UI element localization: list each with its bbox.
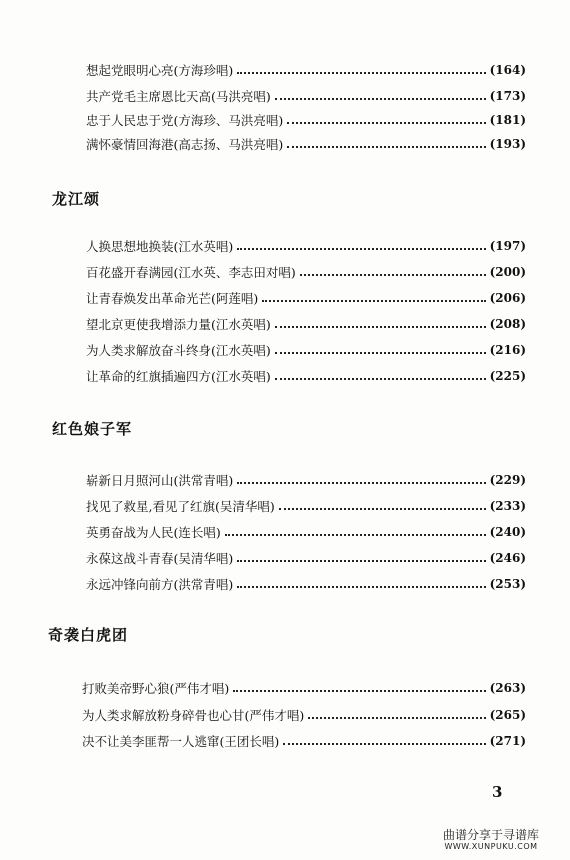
- dot-leader: [287, 146, 485, 148]
- section-heading: 奇袭白虎团: [48, 626, 129, 644]
- dot-leader: [237, 560, 485, 562]
- entry-title: 打败美帝野心狼(严伟才唱): [82, 681, 230, 696]
- toc-entry: [86, 86, 526, 106]
- watermark-text: 曲谱分享于寻谱库: [442, 828, 539, 842]
- entry-title: 想起党眼明心亮(方海珍唱): [86, 63, 234, 78]
- entry-title: 为人类求解放奋斗终身(江水英唱): [86, 343, 271, 358]
- toc-entry: [86, 548, 526, 568]
- entry-title: 让青春焕发出革命光芒(阿莲唱): [86, 291, 259, 306]
- entry-page: (197): [489, 239, 526, 253]
- dot-leader: [262, 300, 485, 302]
- toc-entry: [82, 705, 526, 725]
- entry-page: (271): [489, 734, 526, 748]
- entry-title: 共产党毛主席恩比天高(马洪亮唱): [86, 89, 271, 104]
- toc-entry: [86, 340, 526, 360]
- entry-page: (173): [489, 89, 526, 103]
- entry-page: (225): [489, 369, 526, 383]
- dot-leader: [237, 248, 485, 250]
- toc-entry: [86, 366, 526, 386]
- dot-leader: [225, 534, 486, 536]
- entry-title: 百花盛开春满园(江水英、李志田对唱): [86, 265, 296, 280]
- toc-entry: [86, 574, 526, 594]
- entry-title: 决不让美李匪帮一人逃窜(王团长唱): [82, 734, 280, 749]
- dot-leader: [308, 717, 485, 719]
- toc-entry: [86, 496, 526, 516]
- toc-entry: [86, 288, 526, 308]
- entry-page: (246): [489, 551, 526, 565]
- entry-page: (208): [489, 317, 526, 331]
- dot-leader: [279, 508, 486, 510]
- toc-entry: [82, 731, 526, 751]
- dot-leader: [237, 482, 485, 484]
- dot-leader: [275, 98, 486, 100]
- entry-page: (253): [489, 577, 526, 591]
- dot-leader: [275, 378, 486, 380]
- entry-title: 忠于人民忠于党(方海珍、马洪亮唱): [86, 113, 284, 128]
- entry-title: 满怀豪情回海港(高志扬、马洪亮唱): [86, 137, 284, 152]
- entry-title: 永远冲锋向前方(洪常青唱): [86, 577, 234, 592]
- toc-entry: [86, 60, 526, 80]
- dot-leader: [283, 743, 485, 745]
- toc-entry: [86, 314, 526, 334]
- dot-leader: [237, 72, 485, 74]
- entry-title: 人换思想地换装(江水英唱): [86, 239, 234, 254]
- watermark-url: WWW.XUNPUKU.COM: [444, 842, 538, 851]
- watermark: [418, 828, 564, 852]
- entry-page: (206): [489, 291, 526, 305]
- dot-leader: [287, 122, 485, 124]
- toc-entry: [86, 134, 526, 154]
- entry-title: 英勇奋战为人民(连长唱): [86, 525, 221, 540]
- toc-entry: [86, 262, 526, 282]
- dot-leader: [233, 690, 485, 692]
- toc-entry: [82, 678, 526, 698]
- entry-title: 永葆这战斗青春(吴清华唱): [86, 551, 234, 566]
- entry-page: (193): [489, 137, 526, 151]
- entry-title: 找见了救星,看见了红旗(吴清华唱): [86, 499, 275, 514]
- entry-title: 望北京更使我增添力量(江水英唱): [86, 317, 271, 332]
- entry-page: (164): [489, 63, 526, 77]
- entry-page: (263): [489, 681, 526, 695]
- entry-title: 崭新日月照河山(洪常青唱): [86, 473, 234, 488]
- entry-title: 为人类求解放粉身碎骨也心甘(严伟才唱): [82, 708, 305, 723]
- dot-leader: [275, 326, 486, 328]
- entry-title: 让革命的红旗插遍四方(江水英唱): [86, 369, 271, 384]
- entry-page: (265): [489, 708, 526, 722]
- entry-page: (200): [489, 265, 526, 279]
- entry-page: (233): [489, 499, 526, 513]
- section-heading: 龙江颂: [52, 190, 101, 208]
- entry-page: (229): [489, 473, 526, 487]
- section-heading: 红色娘子军: [52, 420, 133, 438]
- entry-page: (216): [489, 343, 526, 357]
- toc-entry: [86, 110, 526, 130]
- dot-leader: [237, 586, 485, 588]
- page-number: 3: [492, 783, 503, 801]
- toc-entry: [86, 470, 526, 490]
- dot-leader: [275, 352, 486, 354]
- dot-leader: [300, 274, 486, 276]
- entry-page: (240): [489, 525, 526, 539]
- entry-page: (181): [489, 113, 526, 127]
- toc-entry: [86, 522, 526, 542]
- toc-entry: [86, 236, 526, 256]
